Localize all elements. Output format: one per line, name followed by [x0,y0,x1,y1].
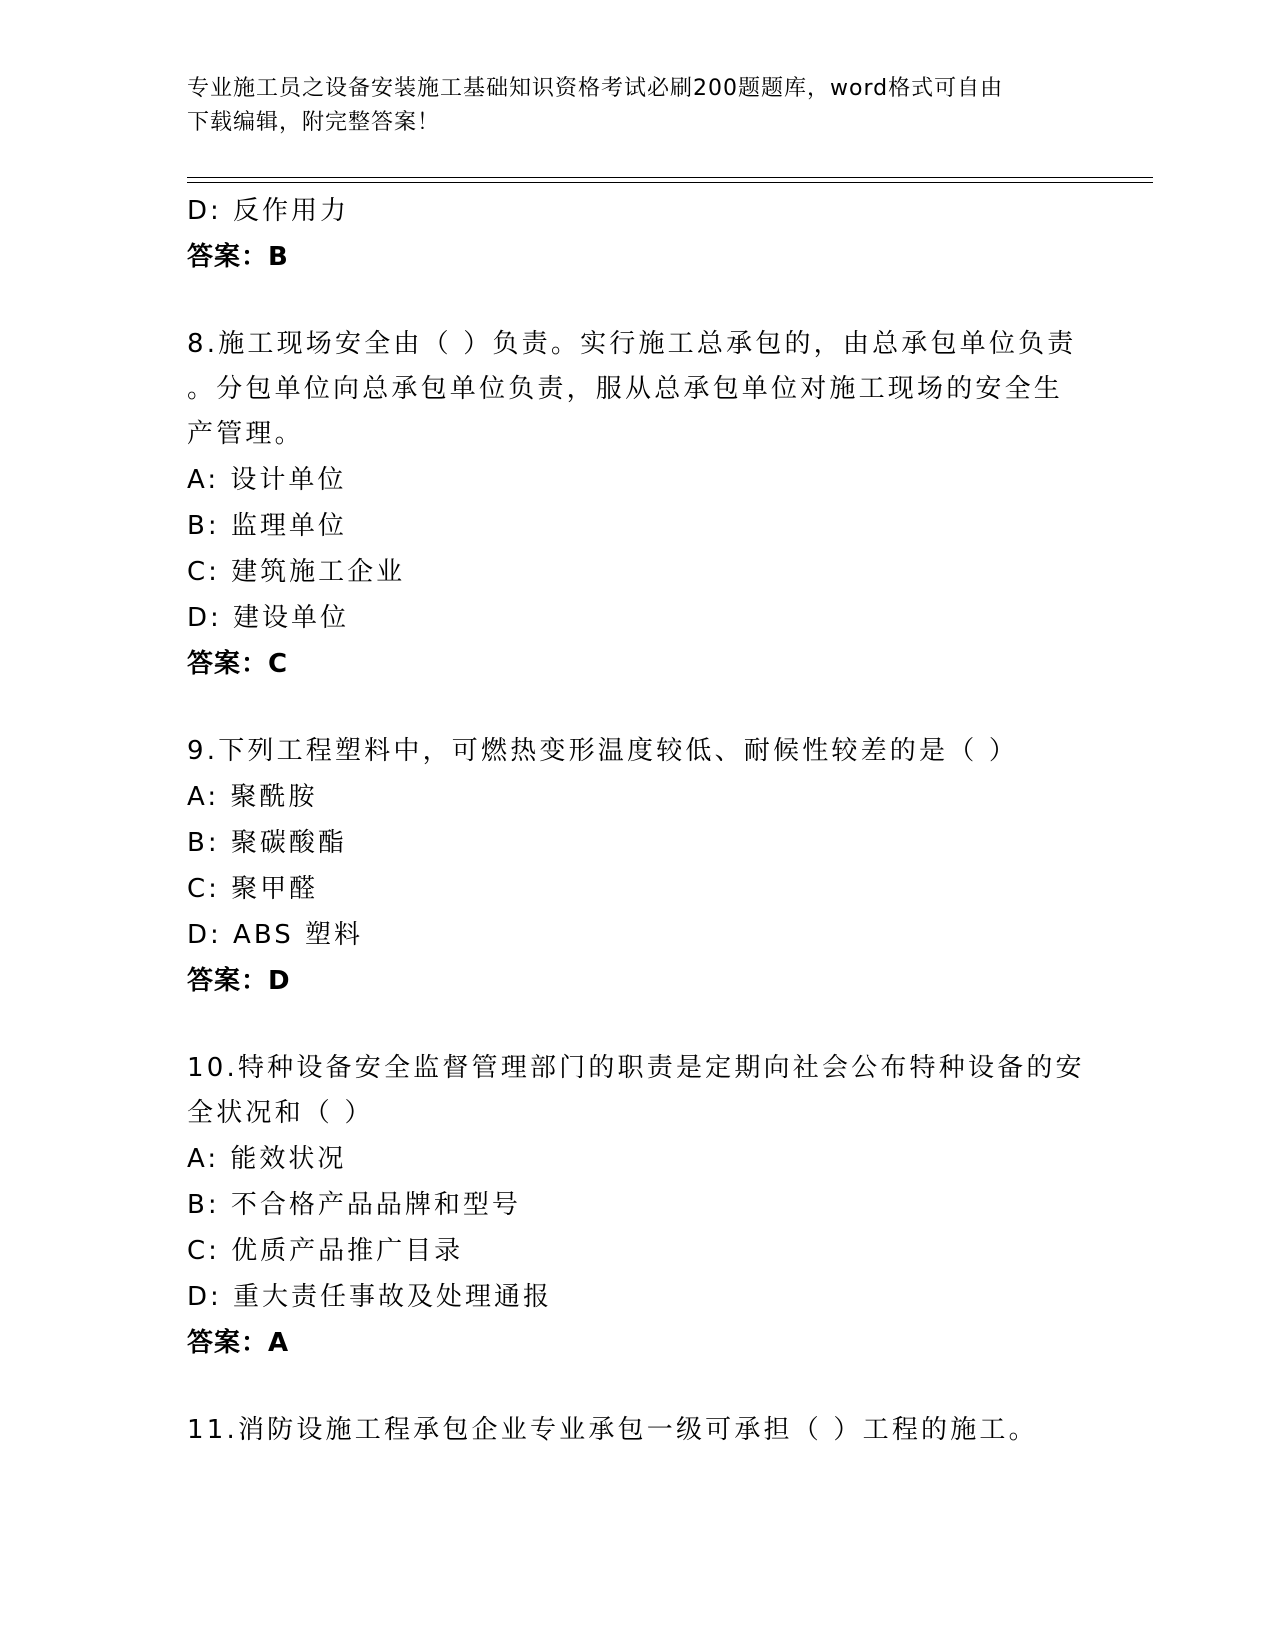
answer: 答案：B [187,242,289,272]
question-text-line: 8.施工现场安全由（ ）负责。实行施工总承包的，由总承包单位负责 [187,329,1077,359]
option-c: C: 优质产品推广目录 [187,1236,464,1266]
question-text-line: 。分包单位向总承包单位负责，服从总承包单位对施工现场的安全生 [187,374,1064,404]
question-text-line: 产管理。 [187,419,304,449]
option-b: B: 监理单位 [187,511,347,541]
option-a: A: 聚酰胺 [187,782,318,812]
option-c: C: 建筑施工企业 [187,557,406,587]
question-text-line: 全状况和（ ） [187,1098,374,1128]
question-text-line: 11.消防设施工程承包企业专业承包一级可承担（ ）工程的施工。 [187,1415,1038,1445]
document-header [187,72,1087,140]
option-d: D: 反作用力 [187,196,350,226]
header-rule-top [187,177,1153,178]
header-rule-bottom [187,182,1153,183]
option-a: A: 能效状况 [187,1144,347,1174]
question-8 [187,322,1087,687]
answer: 答案：A [187,1328,290,1358]
option-d: D: ABS 塑料 [187,920,363,950]
option-a: A: 设计单位 [187,465,347,495]
option-d: D: 建设单位 [187,603,350,633]
answer: 答案：C [187,649,289,679]
question-text-line: 10.特种设备安全监督管理部门的职责是定期向社会公布特种设备的安 [187,1053,1085,1083]
header-line-2: 下载编辑，附完整答案！ [187,110,441,135]
option-d: D: 重大责任事故及处理通报 [187,1282,553,1312]
option-b: B: 聚碳酸酯 [187,828,347,858]
option-b: B: 不合格产品品牌和型号 [187,1190,521,1220]
question-10 [187,1046,1087,1366]
previous-question-tail [187,188,1087,280]
document-body [187,188,1087,1453]
option-c: C: 聚甲醛 [187,874,319,904]
header-line-1: 专业施工员之设备安装施工基础知识资格考试必刷200题题库，word格式可自由 [187,76,1004,101]
question-9 [187,729,1087,1004]
question-11 [187,1408,1087,1453]
answer: 答案：D [187,966,291,996]
question-text-line: 9.下列工程塑料中，可燃热变形温度较低、耐候性较差的是（ ） [187,736,1019,766]
